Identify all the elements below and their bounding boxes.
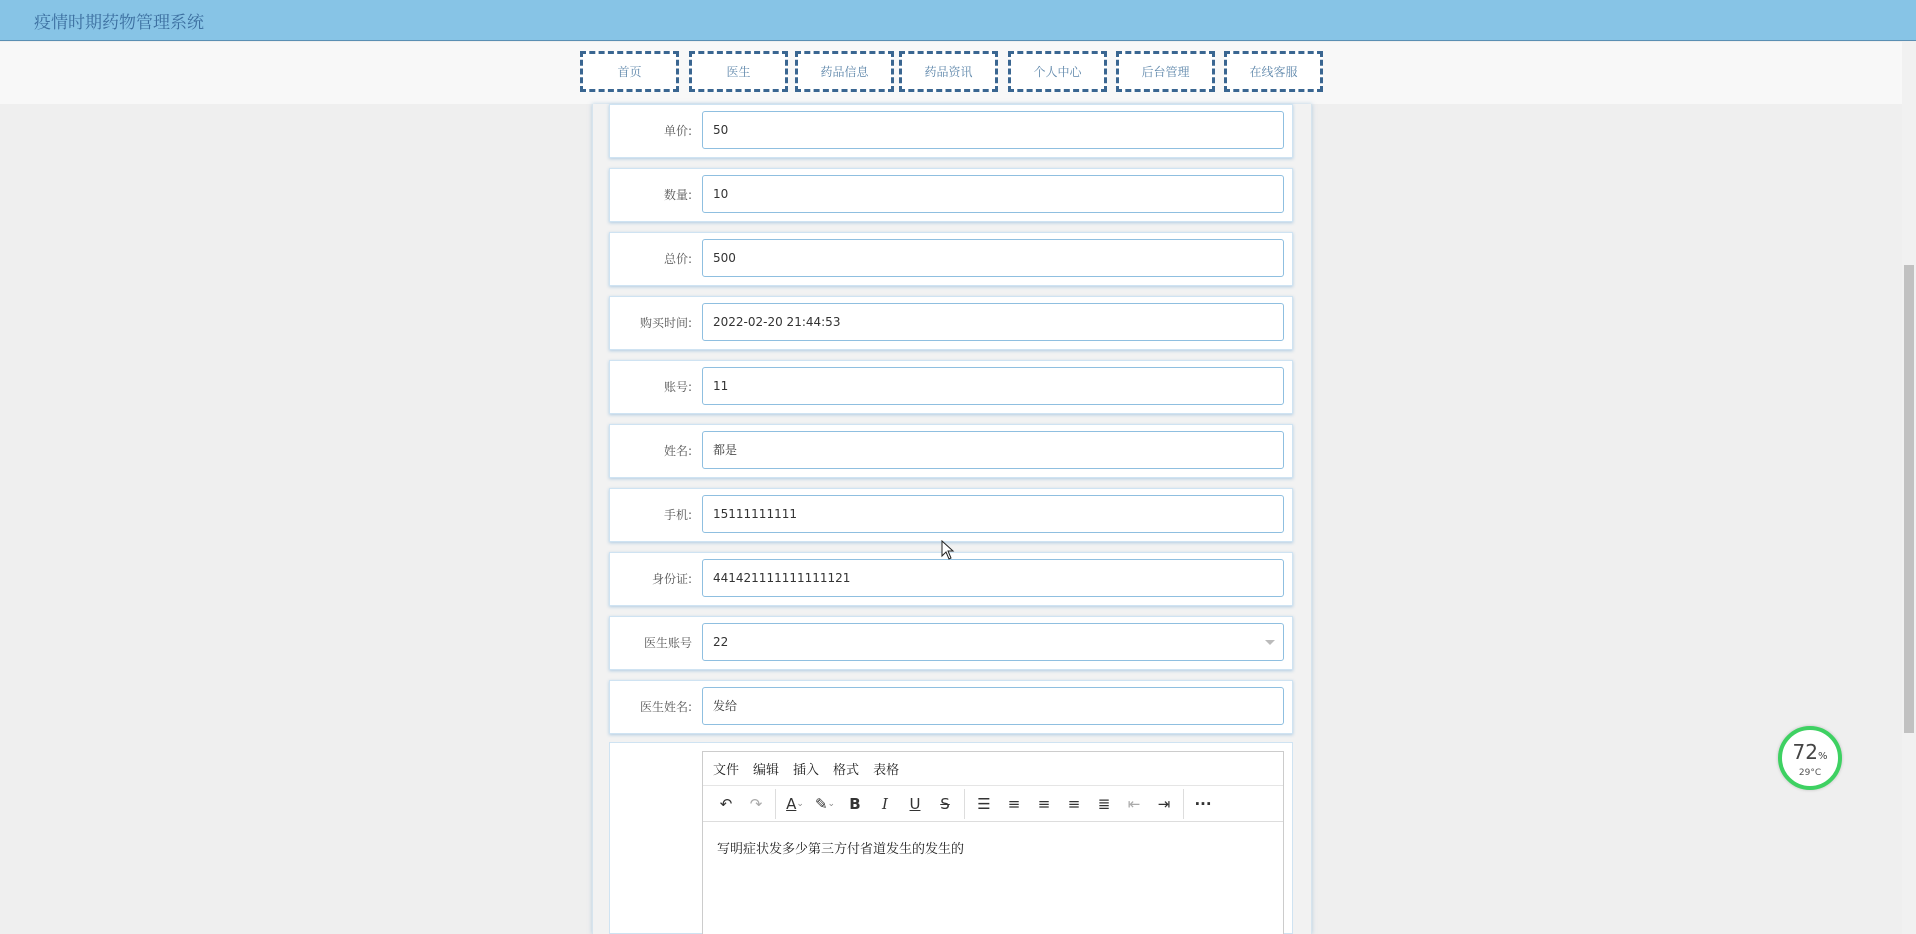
temperature-label: 29°C — [1798, 768, 1822, 778]
usage-percent: 72% — [1792, 740, 1828, 764]
purchase-time-label: 购买时间: — [639, 316, 692, 330]
price-label: 单价: — [663, 124, 692, 138]
nav-personal-center[interactable]: 个人中心 — [1008, 51, 1107, 92]
account-label: 账号: — [663, 380, 692, 394]
top-header — [0, 0, 1916, 41]
total-label: 总价: — [663, 252, 692, 266]
quantity-input[interactable]: 10 — [702, 175, 1284, 213]
bold-icon[interactable]: B — [849, 794, 861, 813]
mouse-cursor-icon — [941, 540, 955, 560]
outdent-icon[interactable]: ⇤ — [1127, 794, 1141, 813]
redo-icon[interactable]: ↷ — [749, 794, 763, 813]
nav-drug-info[interactable]: 药品信息 — [795, 51, 894, 92]
menu-format[interactable]: 格式 — [833, 763, 860, 778]
editor-content[interactable]: 写明症状发多少第三方付省道发生的发生的 — [717, 842, 965, 857]
more-icon[interactable]: ··· — [1194, 794, 1212, 813]
rich-text-editor — [702, 751, 1284, 934]
form-row-phone — [609, 488, 1293, 542]
main-nav — [0, 42, 1916, 104]
page-scrollbar[interactable] — [1902, 42, 1916, 934]
form-row-quantity — [609, 168, 1293, 222]
text-color-icon[interactable]: A ⌄ — [786, 794, 804, 813]
form-row-editor — [609, 742, 1293, 934]
cpu-usage-widget[interactable] — [1778, 726, 1842, 790]
nav-drug-news[interactable]: 药品资讯 — [899, 51, 998, 92]
menu-file[interactable]: 文件 — [713, 763, 740, 778]
app-title: 疫情时期药物管理系统 — [34, 13, 204, 33]
doctor-account-select[interactable] — [702, 623, 1284, 661]
form-row-doctor-name — [609, 680, 1293, 734]
undo-icon[interactable]: ↶ — [719, 794, 733, 813]
doctor-account-value: 22 — [713, 635, 729, 649]
phone-label: 手机: — [663, 508, 692, 522]
form-row-purchase-time — [609, 296, 1293, 350]
align-right-icon[interactable]: ≡ — [1067, 794, 1081, 813]
nav-doctor[interactable]: 医生 — [689, 51, 788, 92]
highlight-color-icon[interactable]: ✎ ⌄ — [814, 794, 836, 813]
account-input[interactable]: 11 — [702, 367, 1284, 405]
chevron-down-icon — [1265, 640, 1275, 645]
nav-online-service[interactable]: 在线客服 — [1224, 51, 1323, 92]
purchase-time-input[interactable]: 2022-02-20 21:44:53 — [702, 303, 1284, 341]
form-row-id-card — [609, 552, 1293, 606]
align-justify-icon[interactable]: ≣ — [1097, 794, 1111, 813]
form-row-total — [609, 232, 1293, 286]
editor-menubar — [703, 752, 1283, 786]
doctor-name-label: 医生姓名: — [639, 700, 692, 714]
menu-insert[interactable]: 插入 — [793, 763, 820, 778]
doctor-name-input[interactable]: 发给 — [702, 687, 1284, 725]
doctor-account-label: 医生账号 — [643, 636, 692, 650]
name-input[interactable]: 都是 — [702, 431, 1284, 469]
underline-icon[interactable]: U — [909, 794, 921, 813]
form-row-name — [609, 424, 1293, 478]
italic-icon[interactable]: I — [882, 794, 888, 813]
align-left-icon[interactable]: ≡ — [1007, 794, 1021, 813]
total-input[interactable]: 500 — [702, 239, 1284, 277]
menu-table[interactable]: 表格 — [873, 763, 900, 778]
strikethrough-icon[interactable]: S — [940, 794, 950, 813]
indent-icon[interactable]: ⇥ — [1157, 794, 1171, 813]
id-card-label: 身份证: — [651, 572, 692, 586]
price-input[interactable]: 50 — [702, 111, 1284, 149]
name-label: 姓名: — [663, 444, 692, 458]
id-card-input[interactable]: 441421111111111121 — [702, 559, 1284, 597]
editor-toolbar — [703, 786, 1283, 822]
quantity-label: 数量: — [663, 188, 692, 202]
phone-input[interactable]: 15111111111 — [702, 495, 1284, 533]
nav-admin[interactable]: 后台管理 — [1116, 51, 1215, 92]
form-row-account — [609, 360, 1293, 414]
form-row-doctor-account — [609, 616, 1293, 670]
menu-edit[interactable]: 编辑 — [753, 763, 780, 778]
form-row-price — [609, 104, 1293, 158]
nav-home[interactable]: 首页 — [580, 51, 679, 92]
scrollbar-thumb[interactable] — [1904, 265, 1914, 733]
align-center-icon[interactable]: ≡ — [1037, 794, 1051, 813]
list-icon[interactable]: ☰ — [977, 794, 991, 813]
